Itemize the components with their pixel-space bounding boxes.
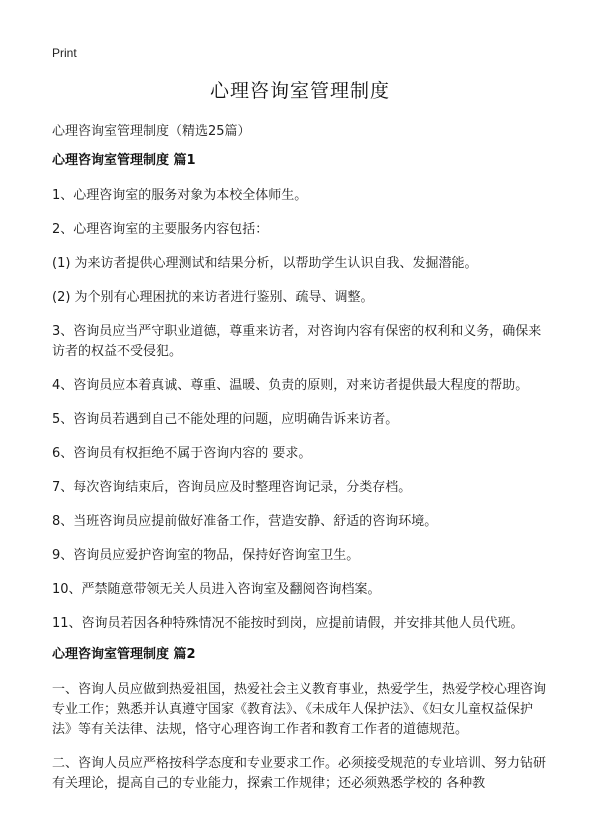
paragraph: 10、严禁随意带领无关人员进入咨询室及翻阅咨询档案。: [52, 582, 381, 597]
paragraph: 一、咨询人员应做到热爱祖国，热爱社会主义教育事业，热爱学生，热爱学校心理咨询专业工作；熟悉并认真遵守国家《教育法》、《未成年人保护法》、《妇女儿童权益保护法》等有关法律、法规，恪守心理咨询工作者和教育工作者的道德规范。: [52, 682, 547, 737]
section-heading: 心理咨询室管理制度 篇2: [52, 647, 196, 662]
paragraph: (2) 为个别有心理困扰的来访者进行鉴别、疏导、调整。: [52, 290, 374, 305]
paragraph: 4、咨询员应本着真诚、尊重、温暖、负责的原则，对来访者提供最大程度的帮助。: [52, 378, 529, 393]
document-body: [52, 152, 548, 808]
paragraph: 7、每次咨询结束后，咨询员应及时整理咨询记录，分类存档。: [52, 480, 412, 495]
paragraph: 6、咨询员有权拒绝不属于咨询内容的 要求。: [52, 446, 312, 461]
paragraph: 1、心理咨询室的服务对象为本校全体师生。: [52, 188, 308, 203]
paragraph: 8、当班咨询员应提前做好准备工作，营造安静、舒适的咨询环境。: [52, 514, 438, 529]
paragraph: 2、心理咨询室的主要服务内容包括：: [52, 222, 269, 237]
section-heading: 心理咨询室管理制度 篇1: [52, 153, 196, 168]
paragraph: 3、咨询员应当严守职业道德，尊重来访者，对咨询内容有保密的权利和义务，确保来访者的权益不受侵犯。: [52, 324, 542, 359]
paragraph: 5、咨询员若遇到自己不能处理的问题，应明确告诉来访者。: [52, 412, 399, 427]
print-link[interactable]: Print: [52, 46, 77, 60]
paragraph: (1) 为来访者提供心理测试和结果分析，以帮助学生认识自我、发掘潜能。: [52, 256, 478, 271]
paragraph: 二、咨询人员应严格按科学态度和专业要求工作。必须接受规范的专业培训、努力钻研有关理论，提高自己的专业能力，探索工作规律；还必须熟悉学校的 各种教: [52, 756, 547, 791]
paragraph: 11、咨询员若因各种特殊情况不能按时到岗，应提前请假，并安排其他人员代班。: [52, 616, 524, 631]
paragraph: 9、咨询员应爱护咨询室的物品，保持好咨询室卫生。: [52, 548, 360, 563]
page-title: 心理咨询室管理制度: [209, 80, 390, 102]
document-subtitle: 心理咨询室管理制度（精选25篇）: [52, 124, 251, 139]
